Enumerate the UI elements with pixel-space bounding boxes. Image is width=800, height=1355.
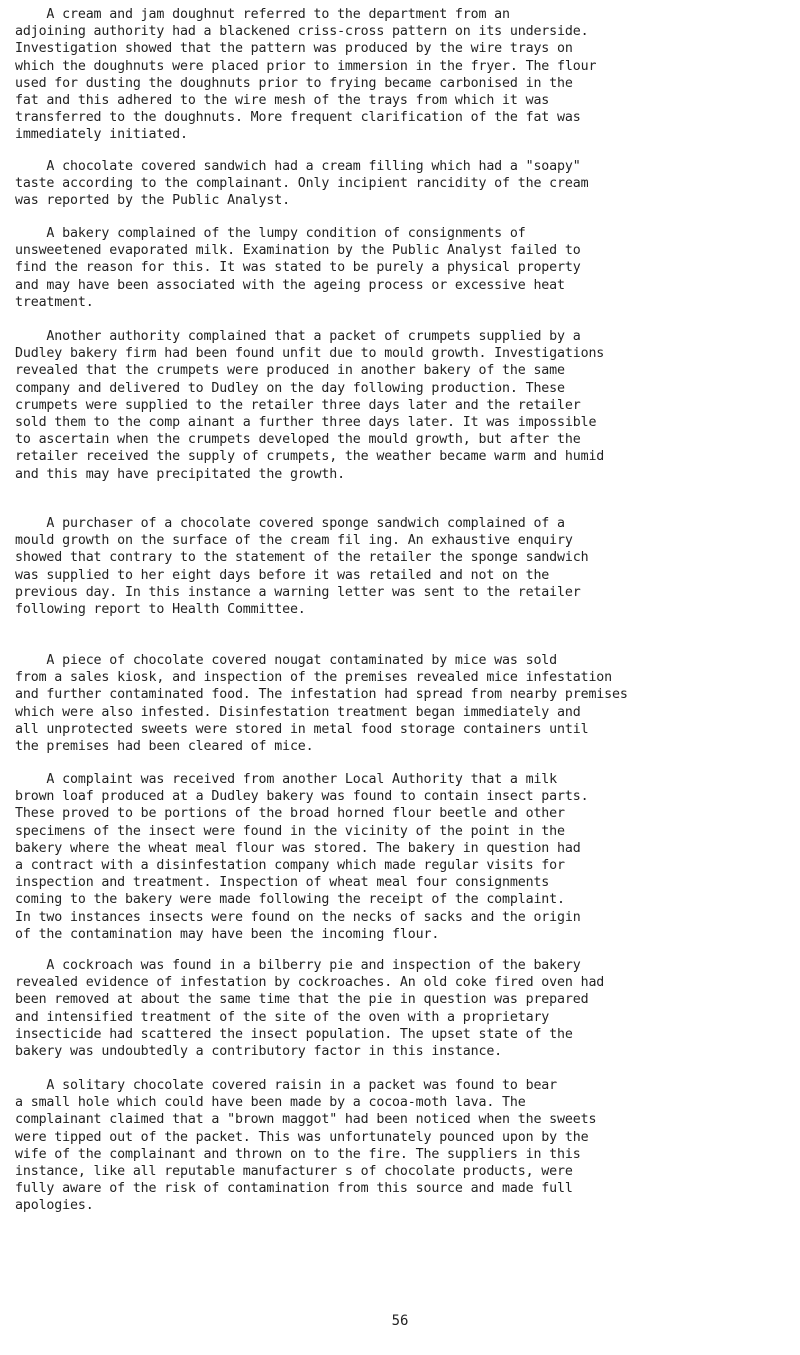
paragraph-nougat: A piece of chocolate covered nougat contaminated by mice was sold from a sales kiosk, and inspection of the premises revealed mice infestation and further contaminated food. The infestation had spread from nearby premises which were also infested. Disinfestation treatment began immediately and all unprotected sweets were stored in metal food storage containers until the premises had been cleared of mice. xyxy=(15,653,628,755)
paragraph-milk-brown-loaf: A complaint was received from another Local Authority that a milk brown loaf produced at a Dudley bakery was found to contain insect parts. These proved to be portions of the broad horned flour beetle and other specimens of the insect were found in the vicinity of the point in the bakery where the wheat meal flour was stored. The bakery in question had a contract with a disinfestation company which made regular visits for inspection and treatment. Inspection of wheat meal four consignments coming to the bakery were made following the receipt of the complaint. In two instances insects were found on the necks of sacks and the origin of the contamination may have been the incoming flour. xyxy=(15,772,589,942)
paragraph-chocolate-raisin: A solitary chocolate covered raisin in a packet was found to bear a small hole which could have been made by a cocoa-moth lava. The complainant claimed that a "brown maggot" had been noticed when the sweets were tipped out of the packet. This was unfortunately pounced upon by the wife of the complainant and thrown on to the fire. The suppliers in this instance, like all reputable manufacturer s of chocolate products, were fully aware of the risk of contamination from this source and made full apologies. xyxy=(15,1078,597,1214)
paragraph-evaporated-milk: A bakery complained of the lumpy condition of consignments of unsweetened evaporated milk. Examination by the Public Analyst failed to find the reason for this. It was stated to be purely a physical property and may have been associated with the ageing process or excessive heat treatment. xyxy=(15,226,581,310)
page-number: 56 xyxy=(391,1313,409,1329)
paragraph-crumpets: Another authority complained that a packet of crumpets supplied by a Dudley bakery firm had been found unfit due to mould growth. Investigations revealed that the crumpets were produced in another bakery of the same company and delivered to Dudley on the day following production. These crumpets were supplied to the retailer three days later and the retailer sold them to the comp ainant a further three days later. It was impossible to ascertain when the crumpets developed the mould growth, but after the retailer received the supply of crumpets, the weather became warm and humid and this may have precipitated the growth. xyxy=(15,329,605,482)
paragraph-doughnut: A cream and jam doughnut referred to the department from an adjoining authority had a blackened criss-cross pattern on its underside. Investigation showed that the pattern was produced by the wire trays on which the doughnuts were placed prior to immersion in the fryer. The flour used for dusting the doughnuts prior to frying became carbonised in the fat and this adhered to the wire mesh of the trays from which it was transferred to the doughnuts. More frequent clarification of the fat was immediately initiated. xyxy=(15,7,597,143)
paragraph-bilberry-pie: A cockroach was found in a bilberry pie and inspection of the bakery revealed evidence of infestation by cockroaches. An old coke fired oven had been removed at about the same time that the pie in question was prepared and intensified treatment of the site of the oven with a proprietary insecticide had scattered the insect population. The upset state of the bakery was undoubtedly a contributory factor in this instance. xyxy=(15,958,605,1060)
paragraph-chocolate-sandwich: A chocolate covered sandwich had a cream filling which had a "soapy" taste according to the complainant. Only incipient rancidity of the cream was reported by the Public Analyst. xyxy=(15,159,589,209)
paragraph-sponge-sandwich: A purchaser of a chocolate covered sponge sandwich complained of a mould growth on the surface of the cream fil ing. An exhaustive enquiry showed that contrary to the statement of the retailer the sponge sandwich was supplied to her eight days before it was retailed and not on the previous day. In this instance a warning letter was sent to the retailer following report to Health Committee. xyxy=(15,516,589,618)
